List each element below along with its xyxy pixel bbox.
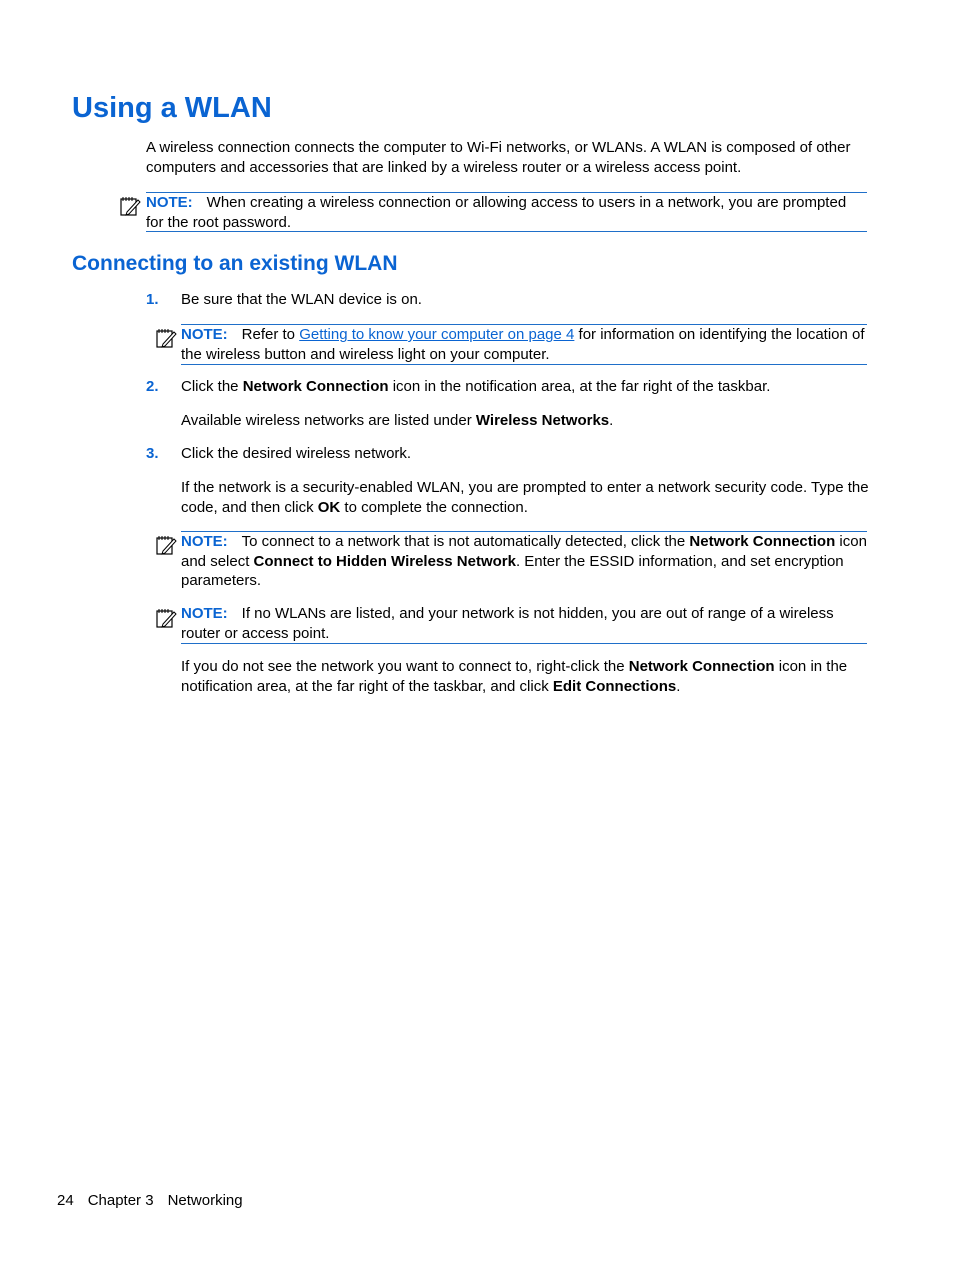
chapter-label: Chapter 3 [87, 1192, 154, 1209]
step-number: 2. [146, 378, 159, 395]
note-box: NOTE: Refer to Getting to know your computer on page 4 for information on identifying the location of the wireless button and wireless light on your computer. [181, 324, 867, 365]
page-number: 24 [57, 1192, 74, 1209]
note-pencil-icon [155, 534, 177, 556]
note-pencil-icon [155, 607, 177, 629]
note-pencil-icon [155, 327, 177, 349]
note-box [181, 604, 867, 644]
note-box [146, 192, 867, 232]
page-footer [57, 1191, 257, 1211]
note-text: When creating a wireless connection or allowing access to users in a network, you are prompted for the root password. [146, 194, 847, 231]
step-detail: If the network is a security-enabled WLAN, you are prompted to enter a network security code. Type the code, and then click OK to complete the connection. [181, 479, 869, 516]
note-text: If no WLANs are listed, and your network is not hidden, you are out of range of a wireless router or access point. [181, 605, 834, 642]
note-pencil-icon [119, 195, 141, 217]
section-title: Connecting to an existing WLAN [72, 252, 398, 275]
step-text: Be sure that the WLAN device is on. [181, 291, 422, 308]
step-text: Click the desired wireless network. [181, 445, 412, 462]
note-label: NOTE: [181, 326, 228, 343]
chapter-title: Networking [167, 1192, 243, 1209]
page-reference-link[interactable]: Getting to know your computer on page 4 [299, 326, 575, 343]
note-label: NOTE: [181, 533, 228, 550]
step-detail: Available wireless networks are listed under Wireless Networks. [181, 412, 614, 429]
page-title: Using a WLAN [72, 92, 272, 124]
step-text: Click the Network Connection icon in the notification area, at the far right of the taskbar. [181, 378, 771, 395]
note-label: NOTE: [146, 194, 193, 211]
step-number: 1. [146, 291, 159, 308]
note-label: NOTE: [181, 605, 228, 622]
step-number: 3. [146, 445, 159, 462]
note-box: NOTE: To connect to a network that is not automatically detected, click the Network Connection icon and select Connect to Hidden Wireless Network. Enter the ESSID information, and set encryption parameters. [181, 531, 867, 593]
final-paragraph: If you do not see the network you want to connect to, right-click the Network Connection icon in the notification area, at the far right of the taskbar, and click Edit Connections. [181, 658, 848, 695]
intro-paragraph: A wireless connection connects the computer to Wi-Fi networks, or WLANs. A WLAN is composed of other computers and accessories that are linked by a wireless router or a wireless access point. [146, 139, 851, 176]
